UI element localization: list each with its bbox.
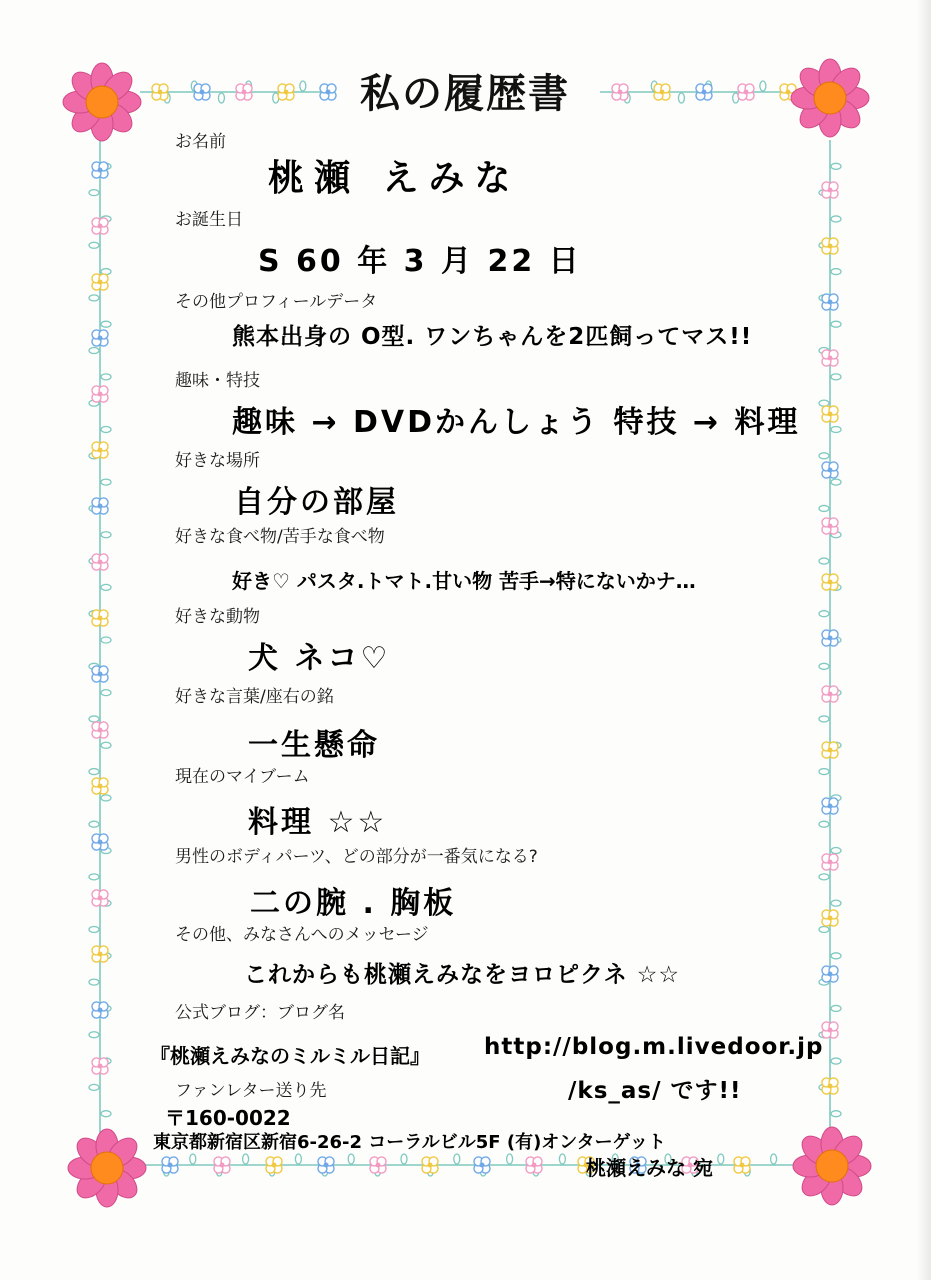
small-flower-center xyxy=(242,90,247,95)
small-flower-center xyxy=(98,784,103,789)
vine-leaf xyxy=(89,979,99,985)
vine-leaf xyxy=(831,900,841,906)
small-flower-center xyxy=(828,692,833,697)
small-flower-center xyxy=(828,580,833,585)
vine-leaf xyxy=(819,874,829,880)
body-parts-value: 二の腕 . 胸板 xyxy=(250,886,457,921)
corner-flower-center xyxy=(816,1150,848,1182)
small-flower-center xyxy=(98,168,103,173)
vine-leaf xyxy=(295,1154,301,1164)
birthday-label: お誕生日 xyxy=(175,210,243,230)
food-value: 好き♡ パスタ.トマト.甘い物 苦手→特にないかナ… xyxy=(232,569,696,593)
small-flower-center xyxy=(828,636,833,641)
small-flower-center xyxy=(828,1028,833,1033)
vine-leaf xyxy=(831,953,841,959)
birthday-value: S 60 年 3 月 22 日 xyxy=(258,244,582,279)
vine-leaf xyxy=(89,295,99,301)
small-flower-center xyxy=(828,916,833,921)
vine-leaf xyxy=(831,426,841,432)
small-flower-center xyxy=(828,748,833,753)
message-value: これからも桃瀬えみなをヨロピクネ ☆☆ xyxy=(244,962,681,988)
vine-leaf xyxy=(760,81,766,91)
vine-leaf xyxy=(831,848,841,854)
small-flower-center xyxy=(98,1008,103,1013)
vine-leaf xyxy=(101,374,111,380)
vine-leaf xyxy=(89,769,99,775)
small-flower-center xyxy=(828,244,833,249)
vine-leaf xyxy=(831,1058,841,1064)
vine-leaf xyxy=(819,558,829,564)
small-flower-center xyxy=(828,300,833,305)
vine-leaf xyxy=(678,93,684,103)
vine-leaf xyxy=(819,505,829,511)
vine-leaf xyxy=(89,242,99,248)
small-flower-center xyxy=(168,1163,173,1168)
profile-value: 熊本出身の O型. ワンちゃんを2匹飼ってマス!! xyxy=(232,324,753,350)
vine-leaf xyxy=(831,374,841,380)
motto-value: 一生懸命 xyxy=(248,728,380,763)
hobby-value: 趣味 → DVDかんしょう 特技 → 料理 xyxy=(232,405,801,440)
vine-leaf xyxy=(831,1111,841,1117)
small-flower-center xyxy=(98,448,103,453)
corner-flower-center xyxy=(86,86,118,118)
animal-label: 好きな動物 xyxy=(175,607,260,627)
vine-leaf xyxy=(831,479,841,485)
small-flower-center xyxy=(828,524,833,529)
vine-leaf xyxy=(101,637,111,643)
vine-leaf xyxy=(89,874,99,880)
small-flower-center xyxy=(98,392,103,397)
vine-leaf xyxy=(831,1005,841,1011)
name-label: お名前 xyxy=(175,132,226,152)
food-label: 好きな食べ物/苦手な食べ物 xyxy=(175,527,385,547)
small-flower-center xyxy=(480,1163,485,1168)
small-flower-center xyxy=(98,224,103,229)
small-flower-center xyxy=(98,560,103,565)
vine-leaf xyxy=(101,1111,111,1117)
small-flower-center xyxy=(828,356,833,361)
corner-flower-center xyxy=(814,82,846,114)
small-flower-center xyxy=(702,90,707,95)
blog-label: 公式ブログ：ブログ名 xyxy=(175,1003,345,1023)
vine-leaf xyxy=(454,1154,460,1164)
fanletter-zip: 〒160-0022 xyxy=(165,1106,291,1130)
small-flower-center xyxy=(98,896,103,901)
place-label: 好きな場所 xyxy=(175,451,260,471)
animal-value: 犬 ネコ♡ xyxy=(248,641,391,676)
small-flower-center xyxy=(740,1163,745,1168)
hobby-label: 趣味・特技 xyxy=(175,371,260,391)
vine-leaf xyxy=(101,795,111,801)
motto-label: 好きな言葉/座右の銘 xyxy=(175,687,334,707)
vine-leaf xyxy=(831,163,841,169)
vine-leaf xyxy=(89,1084,99,1090)
small-flower-center xyxy=(98,336,103,341)
fanletter-label: ファンレター送り先 xyxy=(175,1081,327,1101)
vine-leaf xyxy=(819,453,829,459)
vine-leaf xyxy=(89,190,99,196)
vine-leaf xyxy=(101,584,111,590)
vine-leaf xyxy=(559,1154,565,1164)
small-flower-center xyxy=(828,188,833,193)
vine-leaf xyxy=(819,769,829,775)
vine-leaf xyxy=(101,690,111,696)
small-flower-center xyxy=(324,1163,329,1168)
small-flower-center xyxy=(828,972,833,977)
vine-leaf xyxy=(101,742,111,748)
vine-leaf xyxy=(89,926,99,932)
vine-leaf xyxy=(401,1154,407,1164)
small-flower-center xyxy=(98,728,103,733)
boom-label: 現在のマイブーム xyxy=(175,767,310,787)
small-flower-center xyxy=(828,860,833,865)
small-flower-center xyxy=(744,90,749,95)
small-flower-center xyxy=(428,1163,433,1168)
vine-leaf xyxy=(348,1154,354,1164)
small-flower-center xyxy=(158,90,163,95)
vine-leaf xyxy=(831,269,841,275)
vine-leaf xyxy=(819,400,829,406)
small-flower-center xyxy=(272,1163,277,1168)
corner-flower-center xyxy=(91,1152,123,1184)
small-flower-center xyxy=(98,1064,103,1069)
blog-name: 『桃瀬えみなのミルミル日記』 xyxy=(150,1044,430,1068)
message-label: その他、みなさんへのメッセージ xyxy=(175,925,429,945)
profile-label: その他プロフィールデータ xyxy=(175,292,378,312)
small-flower-center xyxy=(660,90,665,95)
vine-leaf xyxy=(831,321,841,327)
small-flower-center xyxy=(220,1163,225,1168)
small-flower-center xyxy=(98,672,103,677)
page-title: 私の履歴書 xyxy=(360,71,570,117)
vine-leaf xyxy=(190,1154,196,1164)
vine-leaf xyxy=(718,1154,724,1164)
vine-leaf xyxy=(89,716,99,722)
body-parts-label: 男性のボディパーツ、どの部分が一番気になる? xyxy=(175,847,538,867)
small-flower-center xyxy=(828,412,833,417)
small-flower-center xyxy=(828,468,833,473)
small-flower-center xyxy=(284,90,289,95)
name-value: 桃瀬 えみな xyxy=(268,158,521,199)
vine-leaf xyxy=(243,1154,249,1164)
blog-url: http://blog.m.livedoor.jp xyxy=(484,1034,824,1060)
vine-leaf xyxy=(771,1154,777,1164)
vine-leaf xyxy=(507,1154,513,1164)
small-flower-center xyxy=(200,90,205,95)
vine-leaf xyxy=(218,93,224,103)
small-flower-center xyxy=(98,280,103,285)
vine-leaf xyxy=(819,663,829,669)
small-flower-center xyxy=(828,1084,833,1089)
vine-leaf xyxy=(819,821,829,827)
fanletter-recipient: 桃瀬えみな 宛 xyxy=(586,1156,713,1180)
blog-url-tail: /ks_as/ です!! xyxy=(568,1078,742,1104)
vine-leaf xyxy=(300,81,306,91)
vine-leaf xyxy=(89,821,99,827)
small-flower-center xyxy=(98,840,103,845)
vine-leaf xyxy=(101,321,111,327)
small-flower-center xyxy=(376,1163,381,1168)
vine-leaf xyxy=(89,348,99,354)
vine-leaf xyxy=(101,426,111,432)
place-value: 自分の部屋 xyxy=(234,485,399,520)
small-flower-center xyxy=(532,1163,537,1168)
vine-leaf xyxy=(819,611,829,617)
small-flower-center xyxy=(828,804,833,809)
vine-leaf xyxy=(101,532,111,538)
boom-value: 料理 ☆☆ xyxy=(248,805,388,840)
vine-leaf xyxy=(101,479,111,485)
small-flower-center xyxy=(618,90,623,95)
vine-leaf xyxy=(819,716,829,722)
vine-leaf xyxy=(89,1032,99,1038)
small-flower-center xyxy=(98,504,103,509)
small-flower-center xyxy=(98,952,103,957)
small-flower-center xyxy=(98,616,103,621)
fanletter-address: 東京都新宿区新宿6-26-2 コーラルビル5F (有)オンターゲット xyxy=(153,1132,666,1153)
vine-leaf xyxy=(831,216,841,222)
vine-leaf xyxy=(819,926,829,932)
small-flower-center xyxy=(786,90,791,95)
